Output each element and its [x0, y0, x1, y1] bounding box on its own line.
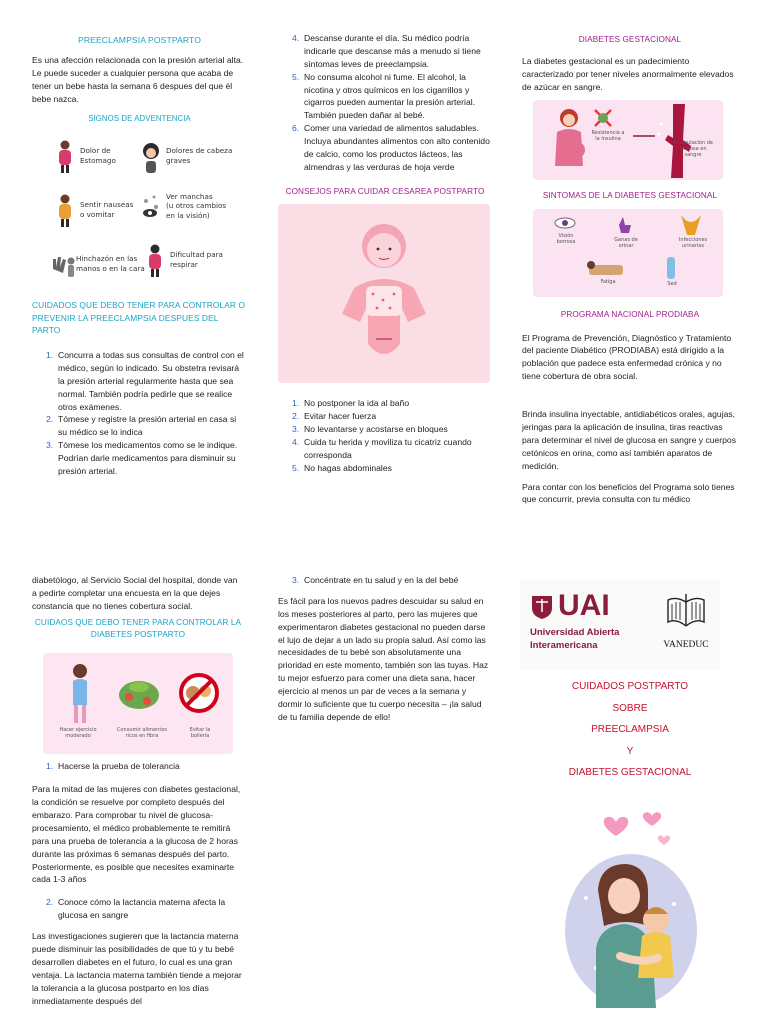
- preeclampsia-title: PREECLAMPSIA POSTPARTO: [77, 35, 202, 45]
- list-item: 4. Descanse durante el día. Su médico podría indicarle que descanse más a menudo si tiene síntomas leves de preeclampsia.: [292, 33, 481, 69]
- cuidados-continued-list: [278, 32, 492, 174]
- diabetes-title: DIABETES GESTACIONAL: [578, 35, 682, 44]
- uai-shield-icon: [530, 594, 554, 620]
- continuation-text: diabetólogo, al Servicio Social del hospital, donde van a pedirte completar una encuesta en la que dejes constancia que no tienes cobertura social.: [32, 575, 238, 611]
- uai-name-line2: Interamericana: [530, 640, 598, 651]
- vaneduc-logo: [658, 590, 714, 660]
- insulin-resistance-label: Resistencia a la insulina: [591, 129, 625, 142]
- cover-line: PREECLAMPSIA: [591, 724, 669, 735]
- sintoma-label: Visión borrosa: [556, 233, 576, 246]
- signo-dificultad-respirar: [144, 243, 223, 277]
- logo-strip: [520, 580, 720, 670]
- uai-acronym: UAI: [558, 589, 610, 622]
- col-cesarea: [278, 32, 492, 474]
- signo-nauseas: [54, 193, 133, 227]
- signos-grid: [32, 135, 247, 295]
- tolerancia-text: Para la mitad de las mujeres con diabetes gestacional, la condición se resuelve por completo después del embarazo. Para comprobar tu nivel de glucosa-procesamiento, el médico probablemente te remitirá para una prueba de tolerancia a la glucosa de 2 horas durante las próximas 6 semanas después del parto. Posteriormente, es posible que necesites examinarte cada 1-3 años: [32, 784, 241, 885]
- cover-line: SOBRE: [612, 702, 648, 714]
- signo-label: Dolores de cabeza graves: [166, 146, 233, 166]
- sintomas-illustration: [533, 209, 723, 297]
- care-label: Hacer ejercicio moderado: [59, 727, 97, 740]
- cuidados-preeclampsia-title: CUIDADOS QUE DEBO TENER PARA CONTROLAR O PREVENIR LA PREECLAMPSIA DESPUES DEL PARTO: [32, 300, 246, 336]
- list-item: 2. Tómese y registre la presión arterial en casa si su médico se lo indica: [46, 414, 237, 438]
- book-icon: [664, 590, 708, 632]
- signo-dolor-cabeza: [140, 139, 232, 173]
- col-cover: [520, 580, 740, 1020]
- list-item: 3. No levantarse y acostarse en bloques: [292, 423, 448, 434]
- diabetes-care-illustration: [43, 653, 233, 754]
- list-item: 2. Conoce cómo la lactancia materna afecta la glucosa en sangre: [46, 897, 226, 921]
- cover-line: CUIDADOS POSTPARTO: [571, 681, 689, 692]
- sintoma-label: Ganas de orinar: [614, 237, 638, 250]
- list-item: 1. Hacerse la prueba de tolerancia: [46, 761, 180, 772]
- sintoma-label: Fatiga: [600, 279, 616, 286]
- cover-title: [520, 676, 740, 784]
- headache-icon: [140, 139, 162, 173]
- salud-item: [278, 574, 492, 587]
- signo-label: Dolor de Estomago: [80, 146, 116, 166]
- signo-hinchazon: [50, 247, 145, 281]
- cover-line: DIABETES GESTACIONAL: [568, 767, 692, 778]
- preeclampsia-intro: Es una afección relacionada con la presión arterial alta. Le puede suceder a cualquier persona que acaba de tener un bebe hasta la semana 6 despues del que él bebe nazca.: [32, 54, 244, 104]
- sintomas-title: SINTOMAS DE LA DIABETES GESTACIONAL: [542, 190, 718, 200]
- consejos-title: CONSEJOS PARA CUIDAR CESAREA POSTPARTO: [285, 186, 485, 196]
- prodiaba-p3: Para contar con los beneficios del Programa solo tienes que concurrir, previa consulta con tu médico: [522, 481, 735, 505]
- list-item: 1. Concurra a todas sus consultas de control con el médico, según lo indicado. Su obstetra revisará la presión arterial regularmente hasta que sea normal. También podría pedirle que se realice otros exámenes.: [46, 349, 244, 412]
- breathing-difficulty-icon: [144, 243, 166, 277]
- prodiaba-title: PROGRAMA NACIONAL PRODIABA: [560, 310, 700, 320]
- sintoma-label: Sed: [667, 281, 677, 288]
- insulin-resistance-illustration: [533, 100, 723, 180]
- list-item: 5. No hagas abdominales: [292, 462, 392, 473]
- col-diabetes-postparto: [32, 574, 244, 1013]
- sintoma-label: Infecciones urinarias: [678, 237, 708, 250]
- lactancia-item: [32, 896, 244, 922]
- cuidados-preeclampsia-list: [32, 349, 247, 478]
- list-item: 5. No consuma alcohol ni fume. El alcohol, la nicotina y otros químicos en los cigarrillos y cigarros pueden aumentar la presión arterial. También pueden dañar al bebé.: [292, 71, 476, 121]
- diabetes-intro: La diabetes gestacional es un padecimiento caracterizado por tener niveles anormalmente elevados de azúcar en sangre.: [522, 56, 734, 93]
- signo-ver-manchas: [140, 189, 226, 223]
- prodiaba-p2: Brinda insulina inyectable, antidiabéticos orales, agujas, jeringas para la aplicación de insulina, tiras reactivas para determinar el nivel de glucosa en sangre y cuerpos cetónicos en orina, como así también aparatos de medición.: [522, 409, 737, 471]
- list-item: 6. Comer una variedad de alimentos saludables. Incluya abundantes alimentos con alto contenido de calcio, como los productos lácteos, las almendras y las verduras de hoja verde: [292, 123, 490, 172]
- col-preeclampsia: [32, 34, 247, 478]
- signo-label: Ver manchas (u otros cambios en la visión): [166, 191, 227, 220]
- list-item: 4. Cuida tu herida y moviliza tu cicatriz cuando corresponda: [292, 436, 472, 460]
- care-label: Evitar la bollería: [189, 727, 211, 740]
- list-item: 2. Evitar hacer fuerza: [292, 410, 377, 421]
- glucose-accumulation-label: Acumulación de glucosa en sangre: [673, 139, 713, 158]
- eye-spots-icon: [140, 189, 162, 223]
- vaneduc-name: VANEDUC: [663, 640, 709, 650]
- salud-text: Es fácil para los nuevos padres descuidar su salud en los meses posteriores al parto, pero las mujeres que experimentaron diabetes gestacional no pueden darse el lujo de dejar a un lado su propia salud. Así como las necesidades de tu bebé son absolutamente una prioridad en este momento, también son las tuyas. Haz tu mejor esfuerzo para comer una dieta sana, hacer ejercicio al menos un par de veces a la semana y dormir lo suficiente que tu cuerpo necesita – ¡la salud de tu familia depende de ello!: [278, 595, 489, 722]
- signo-label: Sentir nauseas o vomitar: [80, 200, 134, 220]
- signos-title: SIGNOS DE ADVENTENCIA: [88, 114, 191, 124]
- cesarea-illustration: [278, 204, 490, 383]
- woman-stomach-icon: [54, 139, 76, 173]
- signo-label: Dificultad para respirar: [170, 250, 223, 270]
- nausea-icon: [54, 193, 76, 227]
- care-label: Consumir alimentos ricos en fibra: [117, 727, 167, 740]
- signo-dolor-estomago: [54, 139, 116, 173]
- col-diabetes: [522, 34, 738, 512]
- list-item: 3. Concéntrate en tu salud y en la del bebé: [292, 575, 459, 585]
- consejos-list: [278, 397, 492, 474]
- prodiaba-p1: El Programa de Prevención, Diagnóstico y Tratamiento del paciente Diabético (PRODIABA) está dirigido a la población que padece esta enfermedad crónica y no tiene cobertura de obra social.: [522, 332, 732, 382]
- mother-baby-illustration: [556, 808, 706, 1018]
- tolerancia-item: [32, 760, 244, 773]
- cover-line: Y: [626, 745, 634, 757]
- lactancia-text: Las investigaciones sugieren que la lactancia materna puede disminuir las posibilidades de que tú y tu bebé desarrollen diabetes en el futuro, lo cual es una gran ventaja. La lactancia materna también tiende a mejorar la tolerancia a la glucosa postparto en los días inmediatamente después del: [32, 931, 242, 1006]
- list-item: 3. Tómese los medicamentos como se le indique. Podrían darle medicamentos para disminuir su presión arterial.: [46, 440, 238, 476]
- cuidados-diabetes-title: CUIDAOS QUE DEBO TENER PARA CONTROLAR LA DIABETES POSTPARTO: [34, 617, 242, 639]
- list-item: 1. No postponer la ida al baño: [292, 398, 410, 409]
- uai-logo: [530, 590, 640, 660]
- signo-label: Hinchazón en las manos o en la cara: [76, 254, 145, 274]
- col-salud: [278, 574, 492, 730]
- swollen-hands-icon: [50, 247, 72, 281]
- uai-name-line1: Universidad Abierta: [530, 627, 620, 638]
